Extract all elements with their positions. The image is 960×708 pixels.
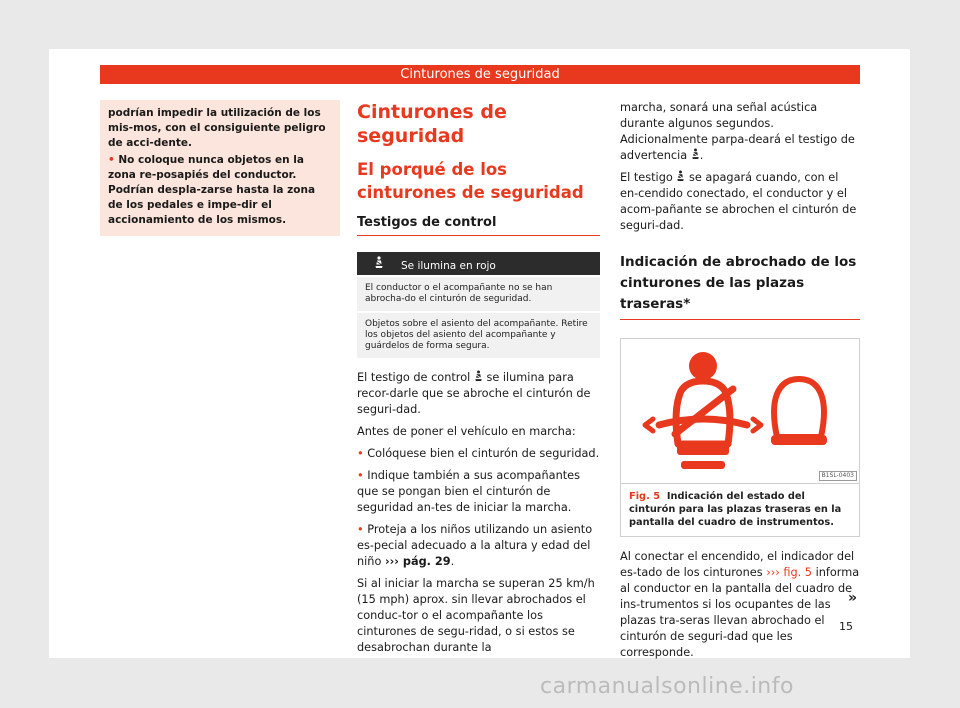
figure-reference-link[interactable]: ››› fig. 5 <box>766 566 812 579</box>
list-item-text: Proteja a los niños utilizando un asiento es-pecial adecuado a la altura y edad del niño <box>357 523 593 568</box>
text-span: se ilumina para recor-darle que se abroche el cinturón de seguri-dad. <box>357 371 591 416</box>
seatbelt-warning-icon <box>676 170 685 182</box>
figure-caption-text: Indicación del estado del cinturón para las plazas traseras en la pantalla del cuadro de instrumentos. <box>629 491 842 528</box>
figure-code: B1SL-0403 <box>819 471 857 481</box>
bullet: • <box>357 447 364 460</box>
figure <box>620 338 860 537</box>
subsection-title: Testigos de control <box>357 215 497 230</box>
bullet: • <box>357 469 364 482</box>
seatbelt-warning-icon <box>357 256 401 272</box>
bullet: • <box>357 523 364 536</box>
rear-seatbelt-display-illustration <box>621 339 859 483</box>
subsection-title: Indicación de abrochado de los cinturones de las plazas traseras* <box>620 254 857 312</box>
list-item <box>357 522 600 570</box>
indicator-table <box>357 252 600 358</box>
bullet: • <box>108 154 115 166</box>
text-span: informa al conductor en la pantalla del cuadro de ins-trumentos si los ocupantes de las plazas tra-seras llevan abrochado el cinturón de seguri-dad que les corresponde. <box>620 566 860 659</box>
subsection-heading <box>357 214 600 236</box>
list-item-text: Indique también a sus acompañantes que se pongan bien el cinturón de seguridad an-tes de iniciar la marcha. <box>357 469 580 514</box>
text-span: . <box>450 555 455 568</box>
paragraph <box>620 170 860 234</box>
chapter-title: Cinturones de seguridad <box>357 101 507 147</box>
text-span: Al conectar el encendido, el indicador del es-tado de los cinturones <box>620 550 855 579</box>
watermark: carmanualsonline.info <box>540 674 794 699</box>
warning-item <box>108 153 332 228</box>
section-title: El porqué de los cinturones de seguridad <box>357 160 584 202</box>
text-span: se apagará cuando, con el en-cendido conectado, el conductor y el acom-pañante se abrochen el cinturón de seguri-dad. <box>620 171 857 232</box>
paragraph: Si al iniciar la marcha se superan 25 km/h (15 mph) aprox. sin llevar abrochados el conduc-tor o el acompañante los cinturones de segu-ridad, o si estos se desabrochan durante la <box>357 577 595 654</box>
figure-image <box>621 339 859 484</box>
table-row: Objetos sobre el asiento del acompañante. Retire los objetos del asiento del acompañante y guárdelos de forma segura. <box>357 312 600 358</box>
paragraph <box>620 549 860 661</box>
text-span: El testigo de control <box>357 371 471 384</box>
table-row: El conductor o el acompañante no se han abrocha-do el cinturón de seguridad. <box>357 276 600 312</box>
page-header: Cinturones de seguridad <box>100 65 860 84</box>
list-item <box>357 468 600 516</box>
text-span: marcha, sonará una señal acústica durante algunos segundos. Adicionalmente parpa-deará el testigo de advertencia <box>620 101 855 162</box>
column-right <box>620 100 860 667</box>
paragraph: Antes de poner el vehículo en marcha: <box>357 425 576 438</box>
list-item-text: Colóquese bien el cinturón de seguridad. <box>367 447 600 460</box>
warning-box <box>100 100 340 236</box>
page-number: 15 <box>839 620 853 633</box>
text-span: . <box>699 149 704 162</box>
seatbelt-warning-icon <box>691 148 700 160</box>
continue-marker: » <box>848 590 858 606</box>
figure-label: Fig. 5 <box>629 491 661 502</box>
column-left <box>100 100 340 236</box>
text-span: El testigo <box>620 171 673 184</box>
column-middle <box>357 100 600 662</box>
warning-text-1: podrían impedir la utilización de los mis-mos, con el consiguiente peligro de acci-dente. <box>108 107 326 149</box>
seatbelt-warning-icon <box>474 370 483 382</box>
subsection-heading <box>620 252 860 320</box>
warning-text-2: No coloque nunca objetos en la zona re-posapiés del conductor. Podrían despla-zarse hasta la zona de los pedales e impe-dir el accionamiento de los mismos. <box>108 154 316 226</box>
paragraph <box>357 370 600 418</box>
list-item <box>357 446 600 462</box>
paragraph <box>620 100 860 164</box>
figure-caption <box>621 484 859 536</box>
table-header <box>357 252 600 276</box>
page-reference-link[interactable]: ››› pág. 29 <box>384 555 451 568</box>
table-header-label: Se ilumina en rojo <box>401 259 496 272</box>
